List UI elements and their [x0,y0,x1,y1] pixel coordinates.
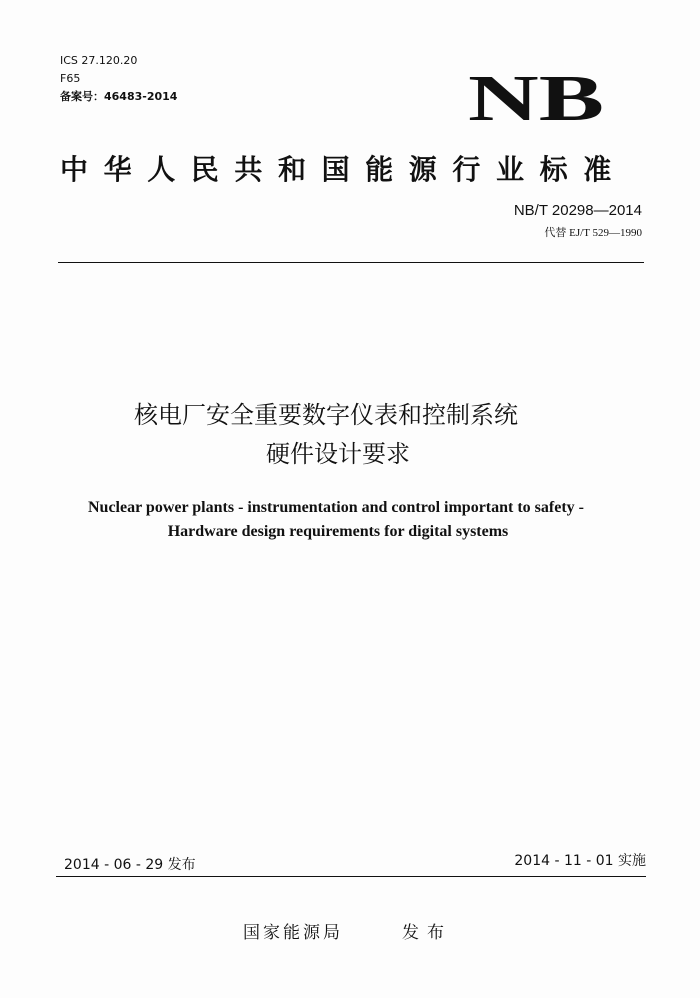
issue-label: 发布 [402,923,452,943]
ics-code: ICS 27.120.20 [60,54,138,67]
title-english-line1: Nuclear power plants - instrumentation and control important to safety - [88,499,584,516]
replaced-standard: 代替 EJ/T 529—1990 [544,227,642,239]
nb-logo [466,66,606,128]
standard-type-heading: 中华人民共和国能源行业标准 [60,153,627,186]
implementation-date: 2014 - 11 - 01 实施 [514,853,646,869]
title-chinese-line2: 硬件设计要求 [266,440,410,468]
header-divider [58,262,644,263]
record-number: 备案号：46483-2014 [60,90,178,103]
standard-number: NB/T 20298—2014 [513,202,642,219]
title-chinese-line1: 核电厂安全重要数字仪表和控制系统 [134,401,518,429]
title-english-line2: Hardware design requirements for digital systems [167,523,509,540]
classification-code: F65 [60,72,81,85]
issuing-authority: 国家能源局 [243,923,343,943]
nb-logo-text: NB [468,66,604,128]
issue-date: 2014 - 06 - 29 发布 [64,857,196,873]
footer-divider [56,876,646,877]
metadata-block [60,52,177,106]
